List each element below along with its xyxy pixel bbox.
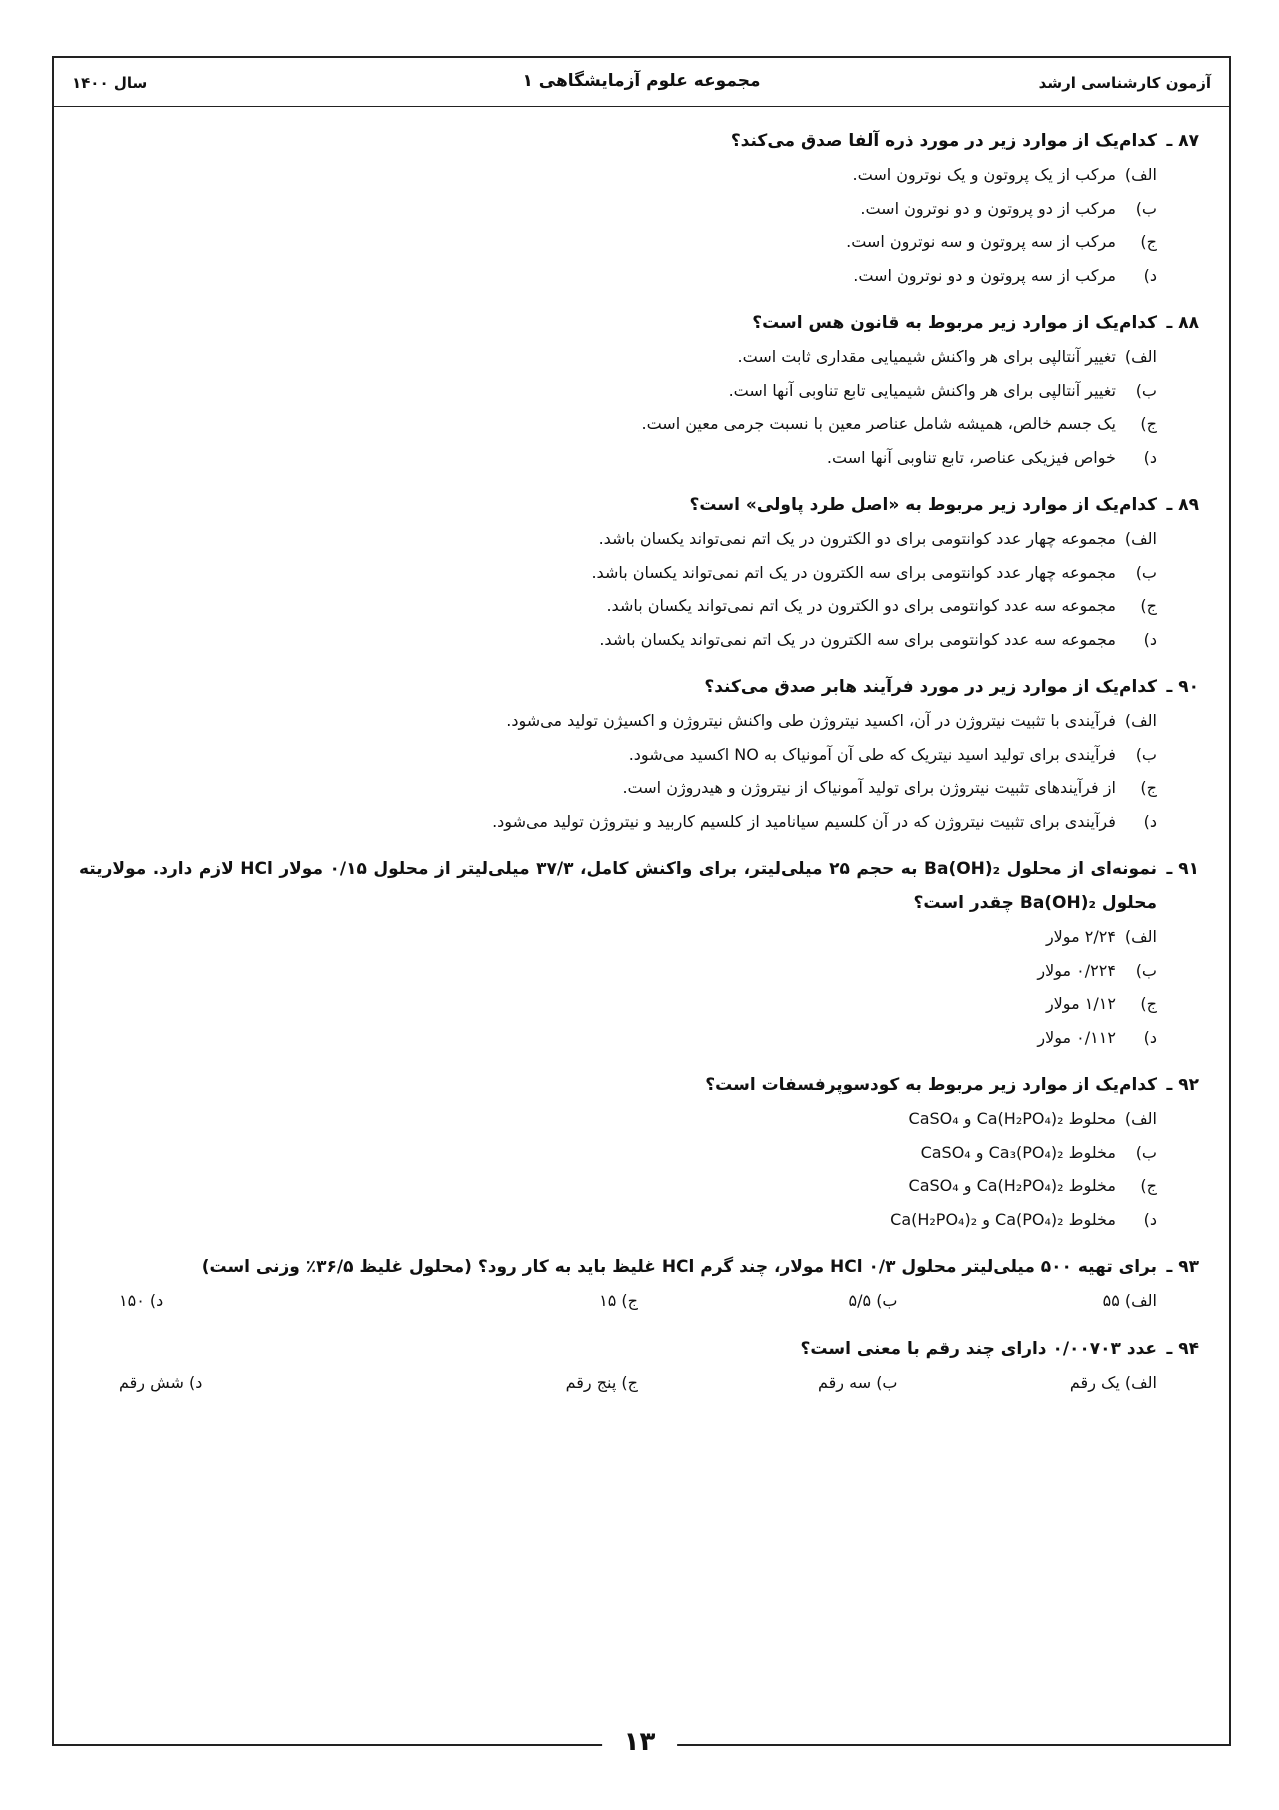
option-text: مرکب از دو پروتون و دو نوترون است.	[860, 198, 1116, 218]
option[interactable]	[79, 954, 1157, 988]
option-text: ۵/۵	[848, 1291, 872, 1310]
options-list	[79, 920, 1199, 1054]
option-text: یک رقم	[1069, 1373, 1120, 1392]
option[interactable]	[119, 1366, 379, 1400]
option[interactable]	[79, 1102, 1157, 1136]
option-text: ۰/۱۱۲ مولار	[1037, 1027, 1116, 1047]
options-list	[79, 340, 1199, 474]
question-88	[79, 306, 1199, 474]
option-text: فرآیندی برای تولید اسید نیتریک که طی آن آمونیاک به NO اکسید می‌شود.	[628, 744, 1116, 764]
option-text: مجموعه سه عدد کوانتومی برای دو الکترون در یک اتم نمی‌تواند یکسان باشد.	[606, 596, 1116, 615]
option[interactable]	[79, 987, 1157, 1021]
option-label: د)	[1143, 811, 1157, 831]
question-number: ۸۷ ـ	[1166, 131, 1199, 151]
option[interactable]	[79, 1169, 1157, 1203]
option[interactable]	[79, 556, 1157, 590]
option[interactable]	[79, 340, 1157, 374]
option[interactable]	[79, 441, 1157, 475]
option-label: د)	[149, 1291, 164, 1310]
option-text: فرآیندی با تثبیت نیتروژن در آن، اکسید نیتروژن طی واکنش نیتروژن و اکسیژن تولید می‌شود.	[506, 711, 1116, 730]
option-label: الف)	[1124, 1291, 1157, 1310]
option-text: ۱/۱۲ مولار	[1045, 994, 1116, 1013]
option-label: ب)	[876, 1373, 898, 1392]
option-text: مرکب از سه پروتون و دو نوترون است.	[853, 265, 1116, 285]
option[interactable]	[79, 920, 1157, 954]
option-label: ج)	[1140, 1176, 1157, 1195]
question-87	[79, 124, 1199, 292]
option[interactable]	[79, 738, 1157, 772]
option-text: محلوط Ca(H₂PO₄)₂ و CaSO₄	[908, 1109, 1116, 1128]
option-text: ۱۵	[599, 1291, 617, 1310]
option-label: الف)	[1124, 927, 1157, 946]
option-text: ۲/۲۴ مولار	[1045, 927, 1116, 946]
option[interactable]	[79, 1021, 1157, 1055]
option-text: ۰/۲۲۴ مولار	[1037, 960, 1116, 980]
option-label: ج)	[1140, 232, 1157, 251]
option[interactable]	[898, 1284, 1158, 1318]
option-label: ج)	[1140, 596, 1157, 615]
question-number: ۹۰ ـ	[1166, 677, 1199, 697]
questions-content	[79, 124, 1199, 1414]
option-label: ج)	[1140, 414, 1157, 433]
option-text: تغییر آنتالپی برای هر واکنش شیمیایی مقداری ثابت است.	[737, 347, 1116, 366]
question-number: ۹۳ ـ	[1166, 1257, 1199, 1277]
option[interactable]	[79, 771, 1157, 805]
option[interactable]	[119, 1284, 379, 1318]
option[interactable]	[79, 522, 1157, 556]
option-label: ب)	[1135, 1142, 1157, 1162]
options-list	[79, 158, 1199, 292]
option[interactable]	[79, 192, 1157, 226]
option-text: مرکب از یک پروتون و یک نوترون است.	[852, 165, 1116, 184]
option-text: تغییر آنتالپی برای هر واکنش شیمیایی تابع تناوبی آنها است.	[728, 380, 1116, 400]
option[interactable]	[898, 1366, 1158, 1400]
option-label: ج)	[1140, 994, 1157, 1013]
option-text: مخلوط Ca(PO₄)₂ و Ca(H₂PO₄)₂	[890, 1209, 1116, 1229]
option[interactable]	[379, 1366, 639, 1400]
option-label: الف)	[1124, 1373, 1157, 1392]
option-text: مجموعه چهار عدد کوانتومی برای سه الکترون در یک اتم نمی‌تواند یکسان باشد.	[591, 562, 1116, 582]
option-label: د)	[1143, 1209, 1157, 1229]
question-text: کدام‌یک از موارد زیر در مورد ذره آلفا صدق می‌کند؟	[730, 131, 1157, 151]
option-text: یک جسم خالص، همیشه شامل عناصر معین با نسبت جرمی معین است.	[641, 414, 1116, 433]
options-list	[79, 1102, 1199, 1236]
option-label: الف)	[1124, 347, 1157, 366]
question-number: ۸۹ ـ	[1166, 495, 1199, 515]
option[interactable]	[638, 1284, 898, 1318]
question-title	[79, 488, 1199, 522]
option[interactable]	[79, 158, 1157, 192]
question-title	[79, 852, 1199, 920]
question-title	[79, 1250, 1199, 1284]
question-94	[79, 1332, 1199, 1400]
option-text: ۵۵	[1102, 1291, 1120, 1310]
page-header	[54, 58, 1229, 106]
page-number: ۱۳	[602, 1727, 678, 1757]
option-label: د)	[1143, 629, 1157, 649]
question-text: عدد ۰/۰۰۷۰۳ دارای چند رقم با معنی است؟	[800, 1339, 1157, 1359]
question-text: برای تهیه ۵۰۰ میلی‌لیتر محلول HCl ۰/۳ مولار، چند گرم HCl غلیظ باید به کار رود؟ (محلول غلیظ ۳۶/۵٪ وزنی است)	[201, 1257, 1157, 1277]
question-number: ۹۱ ـ	[1166, 859, 1199, 879]
options-row	[79, 1366, 1199, 1400]
option[interactable]	[79, 1136, 1157, 1170]
option-text: مجموعه چهار عدد کوانتومی برای دو الکترون در یک اتم نمی‌تواند یکسان باشد.	[598, 529, 1116, 548]
question-title	[79, 1332, 1199, 1366]
option-text: فرآیندی برای تثبیت نیتروژن که در آن کلسیم سیانامید از کلسیم کاربید و نیتروژن تولید می‌شود.	[492, 811, 1116, 831]
question-title	[79, 1068, 1199, 1102]
option-text: مخلوط Ca₃(PO₄)₂ و CaSO₄	[920, 1142, 1116, 1162]
header-year: سال ۱۴۰۰	[72, 74, 148, 92]
option-label: د)	[1143, 1027, 1157, 1047]
question-text: کدام‌یک از موارد زیر مربوط به کودسوپرفسفات است؟	[705, 1075, 1157, 1095]
option[interactable]	[79, 623, 1157, 657]
option[interactable]	[79, 374, 1157, 408]
option-label: د)	[1143, 265, 1157, 285]
option[interactable]	[79, 704, 1157, 738]
options-list	[79, 704, 1199, 838]
option-text: ۱۵۰	[119, 1291, 145, 1310]
option-label: ب)	[1135, 960, 1157, 980]
question-text: نمونه‌ای از محلول Ba(OH)₂ به حجم ۲۵ میلی‌لیتر، برای واکنش کامل، ۳۷/۳ میلی‌لیتر از محلول ۰/۱۵ مولار HCl لازم دارد. مولاریته محلول Ba(OH)₂ چقدر است؟	[79, 859, 1157, 913]
option-text: سه رقم	[818, 1373, 872, 1392]
option-label: ب)	[1135, 562, 1157, 582]
option[interactable]	[79, 407, 1157, 441]
question-number: ۸۸ ـ	[1166, 313, 1199, 333]
header-divider	[54, 106, 1229, 107]
option[interactable]	[79, 225, 1157, 259]
question-92	[79, 1068, 1199, 1236]
question-93	[79, 1250, 1199, 1318]
question-89	[79, 488, 1199, 656]
option[interactable]	[79, 1203, 1157, 1237]
option-label: د)	[1143, 447, 1157, 467]
question-text: کدام‌یک از موارد زیر مربوط به قانون هس است؟	[752, 313, 1157, 333]
option-label: ب)	[1135, 380, 1157, 400]
option-label: الف)	[1124, 1109, 1157, 1128]
option-text: مجموعه سه عدد کوانتومی برای سه الکترون در یک اتم نمی‌تواند یکسان باشد.	[599, 629, 1116, 649]
option-text: از فرآیندهای تثبیت نیتروژن برای تولید آمونیاک از نیتروژن و هیدروژن است.	[622, 778, 1116, 797]
option-label: ب)	[1135, 744, 1157, 764]
question-number: ۹۴ ـ	[1166, 1339, 1199, 1359]
option-text: پنج رقم	[565, 1373, 617, 1392]
question-90	[79, 670, 1199, 838]
question-text: کدام‌یک از موارد زیر مربوط به «اصل طرد پاولی» است؟	[689, 495, 1157, 515]
option-label: ج)	[1140, 778, 1157, 797]
options-row	[79, 1284, 1199, 1318]
option-label: الف)	[1124, 529, 1157, 548]
option-text: مرکب از سه پروتون و سه نوترون است.	[846, 232, 1116, 251]
option[interactable]	[638, 1366, 898, 1400]
option-text: خواص فیزیکی عناصر، تابع تناوبی آنها است.	[826, 447, 1116, 467]
option-text: مخلوط Ca(H₂PO₄)₂ و CaSO₄	[908, 1176, 1116, 1195]
option[interactable]	[79, 589, 1157, 623]
option[interactable]	[379, 1284, 639, 1318]
question-title	[79, 124, 1199, 158]
question-91	[79, 852, 1199, 1054]
header-exam-title: آزمون کارشناسی ارشد	[1038, 74, 1211, 92]
question-text: کدام‌یک از موارد زیر در مورد فرآیند هابر صدق می‌کند؟	[704, 677, 1157, 697]
question-number: ۹۲ ـ	[1166, 1075, 1199, 1095]
option-label: د)	[189, 1373, 203, 1392]
option-label: ج)	[621, 1291, 638, 1310]
option-label: ج)	[621, 1373, 638, 1392]
option[interactable]	[79, 805, 1157, 839]
option-label: ب)	[876, 1291, 898, 1310]
question-title	[79, 670, 1199, 704]
option-text: شش رقم	[119, 1373, 184, 1392]
option-label: الف)	[1124, 711, 1157, 730]
header-subject: مجموعه علوم آزمایشگاهی ۱	[522, 71, 761, 91]
options-list	[79, 522, 1199, 656]
question-title	[79, 306, 1199, 340]
option-label: الف)	[1124, 165, 1157, 184]
option[interactable]	[79, 259, 1157, 293]
option-label: ب)	[1135, 198, 1157, 218]
